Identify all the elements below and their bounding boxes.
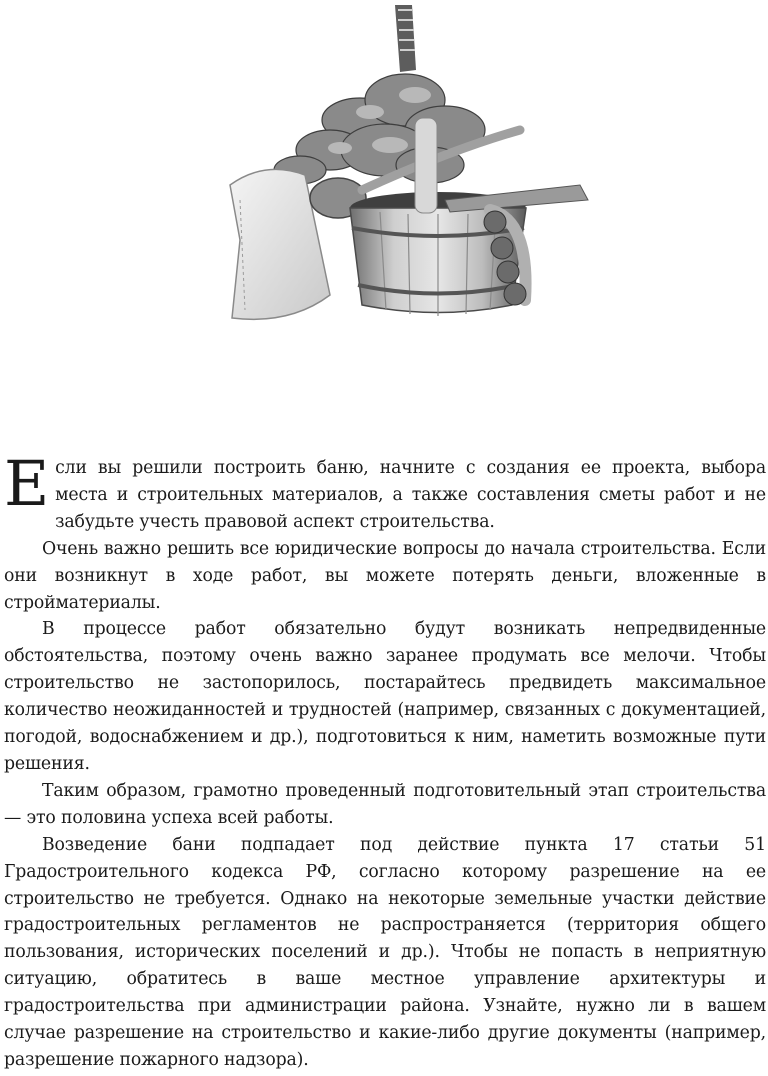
paragraph-2: Очень важно решить все юридические вопросы до начала строительства. Если они возникнут в ходе работ, вы можете потерять деньги, вложенные в стройматериалы. (4, 538, 766, 613)
paragraph-5: Возведение бани подпадает под действие пункта 17 статьи 51 Градостроительного кодекса РФ, согласно которому разрешение на ее строительство не требуется. Однако на некоторые земельные участки действие градостроительных регламентов не распространяется (территория общего пользования, исторических поселений и др.). Чтобы не попасть в неприятную ситуацию, обратитесь в ваше местное управление архитектуры и градостроительства при администрации района. Узнайте, нужно ли в вашем случае разрешение на строительство и какие-либо другие документы (например, разрешение пожарного надзора). (4, 834, 766, 1070)
paragraph-3: В процессе работ обязательно будут возникать непредвиденные обстоятельства, поэтому очень важно заранее продумать все мелочи. Чтобы строительство не застопорилось, постарайтесь предвидеть максимальное количество неожиданностей и трудностей (например, связанных с документацией, погодой, водоснабжением и др.), подготовиться к ним, наметить возможные пути решения. (4, 619, 766, 774)
paragraph-1 (4, 447, 766, 536)
bath-accessories-illustration (190, 0, 600, 330)
article-text (4, 447, 766, 1074)
drop-cap: Е (4, 447, 50, 520)
paragraph-4: Таким образом, грамотно проведенный подготовительный этап строительства — это половина успеха всей работы. (4, 780, 766, 828)
broom-icon (274, 5, 485, 184)
paragraph-1-text: сли вы решили построить баню, начните с создания ее проекта, выбора места и строительных материалов, а также составления сметы работ и не забудьте учесть правовой аспект строительства. (55, 458, 766, 532)
